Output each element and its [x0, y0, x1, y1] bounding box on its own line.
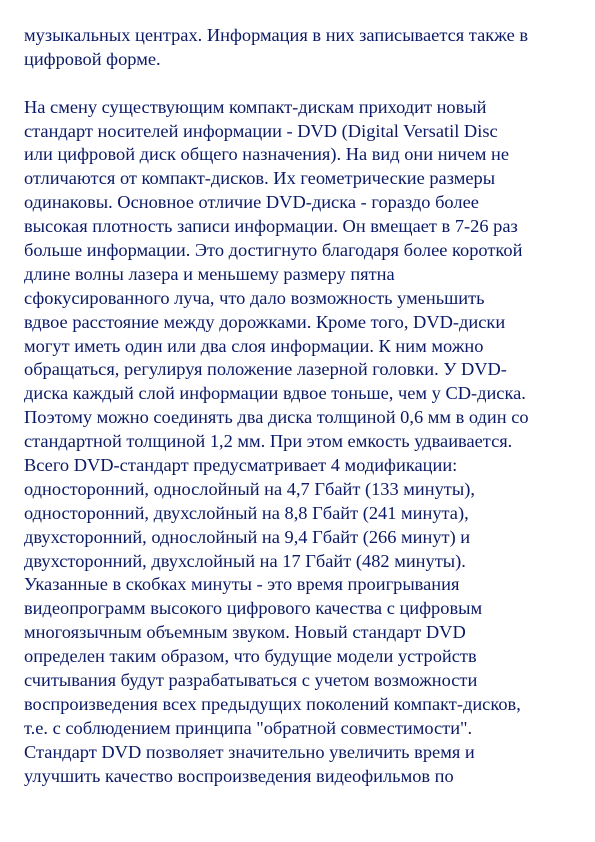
document-page — [24, 24, 584, 789]
paragraph-2 — [24, 96, 584, 789]
text-line: обращаться, регулируя положение лазерной головки. У DVD- — [24, 359, 507, 380]
text-line: сфокусированного луча, что дало возможность уменьшить — [24, 287, 485, 308]
text-line: вдвое расстояние между дорожками. Кроме того, DVD-диски — [24, 311, 506, 332]
text-line: Поэтому можно соединять два диска толщиной 0,6 мм в один со — [24, 407, 529, 428]
text-line: улучшить качество воспроизведения видеофильмов по — [24, 765, 454, 786]
text-line: Указанные в скобках минуты - это время проигрывания — [24, 574, 460, 595]
text-line: видеопрограмм высокого цифрового качества с цифровым — [24, 598, 483, 619]
text-line: отличаются от компакт-дисков. Их геометрические размеры — [24, 168, 496, 189]
text-line: многоязычным объемным звуком. Новый стандарт DVD — [24, 622, 466, 643]
text-line: двухсторонний, двухслойный на 17 Гбайт (482 минуты). — [24, 550, 466, 571]
text-line: считывания будут разрабатываться с учетом возможности — [24, 670, 478, 691]
text-line: цифровой форме. — [24, 48, 161, 69]
text-line: односторонний, двухслойный на 8,8 Гбайт (241 минута), — [24, 502, 469, 523]
text-line: стандарт носителей информации - DVD (Digital Versatil Disc — [24, 120, 498, 141]
text-line: диска каждый слой информации вдвое тоньше, чем у CD-диска. — [24, 383, 526, 404]
text-line: стандартной толщиной 1,2 мм. При этом емкость удваивается. — [24, 431, 513, 452]
paragraph-1 — [24, 24, 584, 72]
text-line: могут иметь один или два слоя информации. К ним можно — [24, 335, 484, 356]
paragraph-spacer — [24, 72, 584, 96]
text-line: или цифровой диск общего назначения). На вид они ничем не — [24, 144, 510, 165]
text-line: Всего DVD-стандарт предусматривает 4 модификации: — [24, 455, 458, 476]
text-line: музыкальных центрах. Информация в них записывается также в — [24, 25, 529, 45]
text-line: На смену существующим компакт-дискам приходит новый — [24, 96, 487, 117]
text-line: односторонний, однослойный на 4,7 Гбайт (133 минуты), — [24, 478, 475, 499]
text-line: т.е. с соблюдением принципа "обратной совместимости". — [24, 717, 473, 738]
text-line: больше информации. Это достигнуто благодаря более короткой — [24, 240, 523, 261]
text-line: Стандарт DVD позволяет значительно увеличить время и — [24, 741, 475, 762]
text-line: высокая плотность записи информации. Он вмещает в 7-26 раз — [24, 216, 518, 237]
text-line: длине волны лазера и меньшему размеру пятна — [24, 263, 395, 284]
text-line: определен таким образом, что будущие модели устройств — [24, 646, 477, 667]
text-line: одинаковы. Основное отличие DVD-диска - гораздо более — [24, 192, 479, 213]
text-line: двухсторонний, однослойный на 9,4 Гбайт (266 минут) и — [24, 526, 471, 547]
text-line: воспроизведения всех предыдущих поколений компакт-дисков, — [24, 693, 521, 714]
